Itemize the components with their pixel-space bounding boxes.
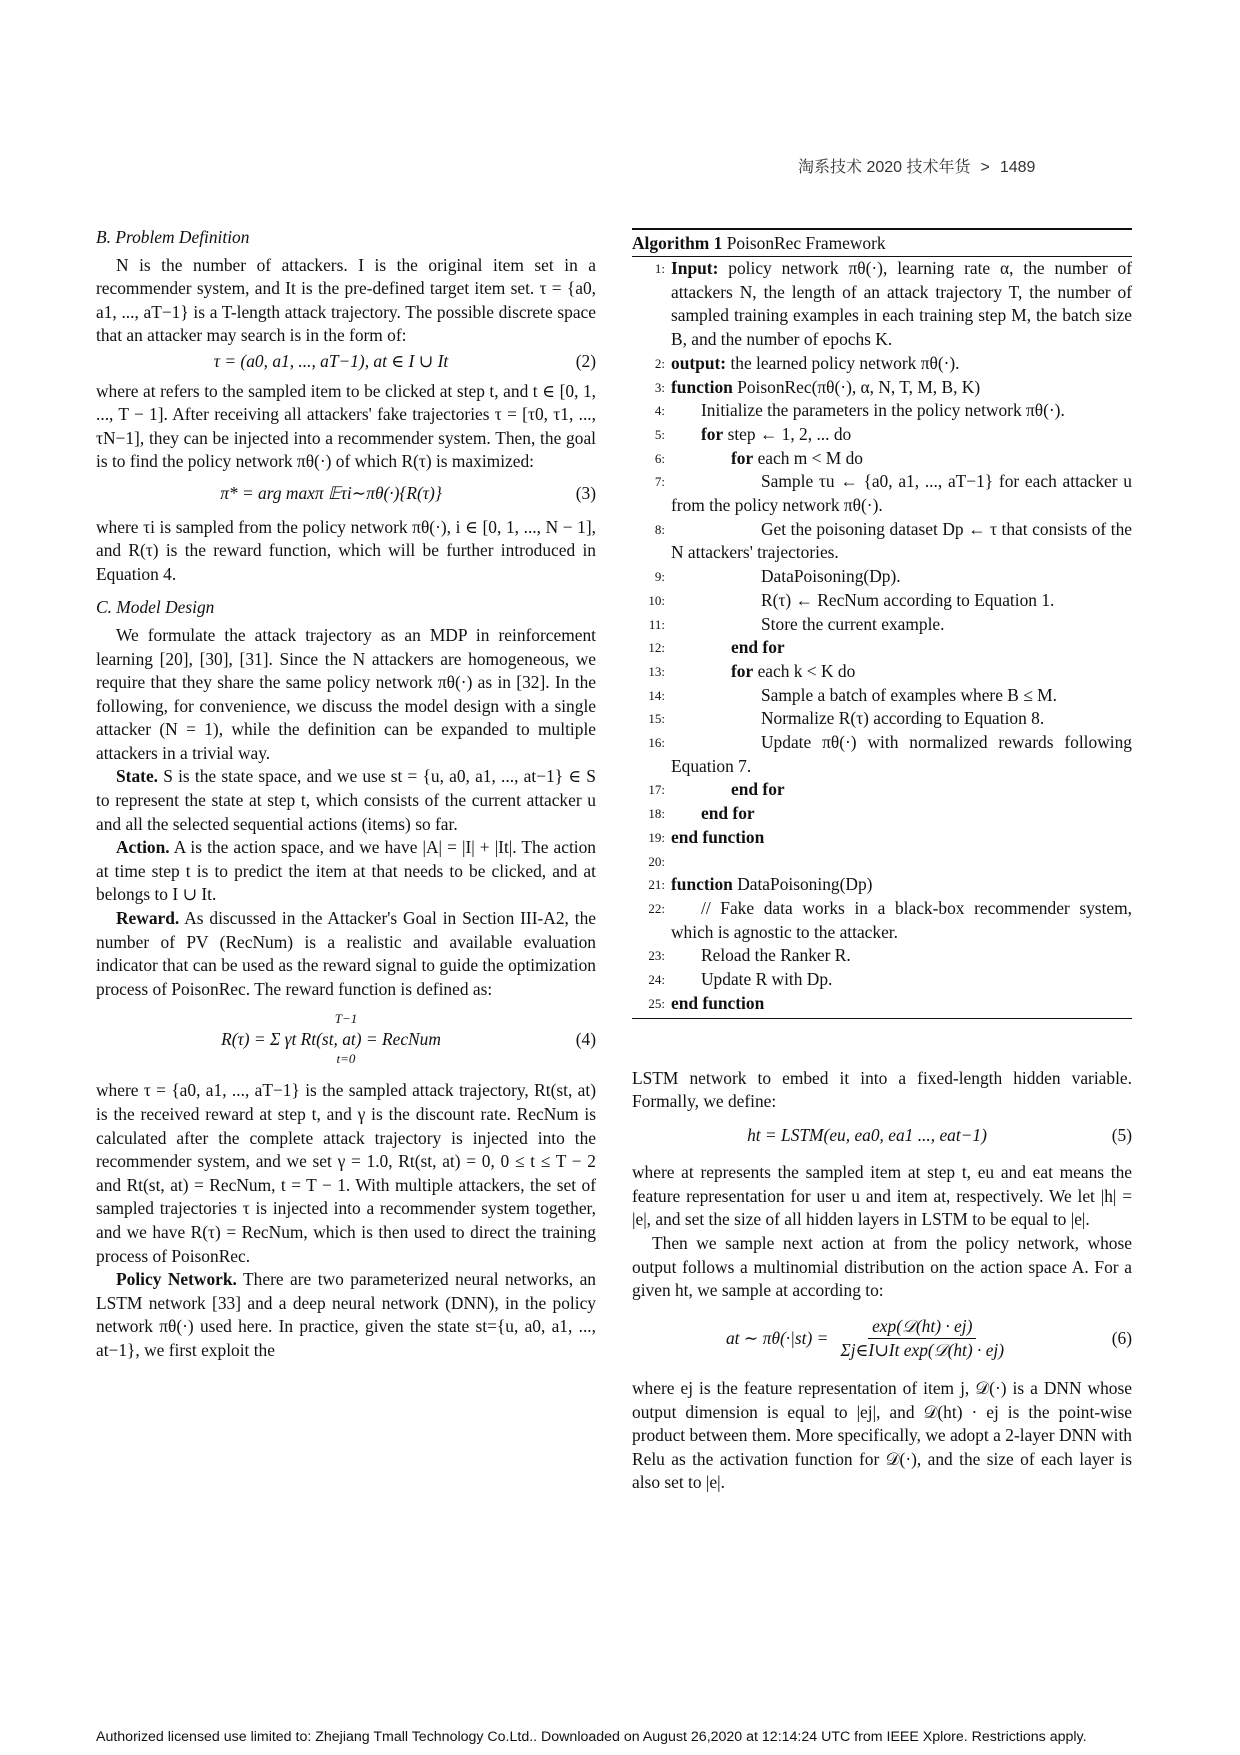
line-number: 23:	[648, 948, 665, 964]
algorithm-line	[632, 826, 1132, 850]
line-text	[671, 802, 1132, 826]
section-b-title: B. Problem Definition	[96, 227, 250, 247]
algorithm-line	[632, 778, 1132, 802]
paragraph: LSTM network to embed it into a fixed-length hidden variable. Formally, we define:	[632, 1067, 1132, 1112]
keyword: for	[701, 423, 724, 444]
statement: Get the poisoning dataset Dp ← τ that consists of the N attackers' trajectories.	[671, 518, 1132, 563]
paragraph-text: A is the action space, and we have |A| = |I| + |It|. The action at time step t is to predict the item at that needs to be clicked, and at belongs to I ∪ It.	[96, 837, 596, 905]
statement: PoisonRec(πθ(·), α, N, T, M, B, K)	[732, 376, 981, 397]
line-text	[671, 660, 1132, 684]
keyword: for	[731, 660, 754, 681]
line-text	[671, 897, 1132, 944]
line-text	[671, 565, 1132, 589]
line-number: 10:	[648, 592, 665, 608]
statement: step ← 1, 2, ... do	[723, 423, 852, 444]
line-text	[671, 944, 1132, 968]
running-header	[798, 154, 1035, 177]
algorithm-line	[632, 565, 1132, 589]
equation-4	[96, 1009, 596, 1069]
paragraph-action	[96, 836, 596, 907]
paragraph: where τi is sampled from the policy network πθ(·), i ∈ [0, 1, ..., N − 1], and R(τ) is the reward function, which will be further introduced in Equation 4.	[96, 516, 596, 584]
line-number: 4:	[654, 403, 665, 419]
line-text	[671, 470, 1132, 517]
keyword: end function	[671, 992, 765, 1013]
equation-lhs: at ∼ πθ(·|st) =	[725, 1328, 829, 1349]
algorithm-line	[632, 660, 1132, 684]
line-number: 18:	[648, 806, 665, 822]
fraction	[836, 1315, 1008, 1363]
equation-body: R(τ) = Σ γt Rt(st, at) = RecNum	[221, 1029, 441, 1050]
equation-number: (4)	[575, 1028, 596, 1049]
fraction-denominator: Σj∈I∪It exp(𝒟(ht) · ej)	[840, 1340, 1005, 1361]
statement: Reload the Ranker R.	[701, 945, 851, 966]
algorithm-line	[632, 423, 1132, 447]
statement: // Fake data works in a black-box recommender system, which is agnostic to the attacker.	[671, 897, 1132, 942]
algorithm-line	[632, 257, 1132, 352]
statement: R(τ) ← RecNum according to Equation 1.	[761, 589, 1055, 610]
algorithm-line	[632, 636, 1132, 660]
algorithm-label: Algorithm 1	[632, 233, 723, 253]
footer-license-notice: Authorized licensed use limited to: Zhejiang Tmall Technology Co.Ltd.. Downloaded on August 26,2020 at 12:14:24 UTC from IEEE Xplore. Restrictions apply.	[96, 1729, 1087, 1745]
algorithm-name: PoisonRec Framework	[726, 233, 886, 253]
line-number: 11:	[648, 616, 665, 632]
equation-6	[632, 1315, 1132, 1363]
paragraph-policy	[96, 1268, 596, 1362]
algorithm-line	[632, 897, 1132, 944]
algorithm-line	[632, 850, 1132, 874]
keyword: end for	[731, 637, 785, 658]
algorithm-line	[632, 352, 1132, 376]
line-number: 9:	[654, 569, 665, 585]
paragraph: where at represents the sampled item at step t, eu and eat means the feature representation for user u and item at, respectively. We let |h| = |e|, and set the size of all hidden layers in LSTM to be equal to |e|.	[632, 1162, 1132, 1230]
line-text	[671, 352, 1132, 376]
algorithm-box	[632, 228, 1132, 1019]
paragraph-text: As discussed in the Attacker's Goal in Section III-A2, the number of PV (RecNum) is a realistic and available evaluation indicator that can be used as the reward signal to guide the optimization process of PoisonRec. The reward function is defined as:	[96, 908, 597, 999]
line-number: 14:	[648, 687, 665, 703]
line-text	[671, 613, 1132, 637]
header-page-number: 1489	[999, 159, 1036, 176]
right-column	[632, 228, 1132, 1495]
algorithm-line	[632, 518, 1132, 565]
line-text	[671, 257, 1132, 352]
fraction-numerator: exp(𝒟(ht) · ej)	[868, 1315, 976, 1340]
paragraph-reward	[96, 907, 596, 1001]
algorithm-line	[632, 944, 1132, 968]
algorithm-line	[632, 684, 1132, 708]
section-c-title: C. Model Design	[96, 597, 215, 618]
line-number: 16:	[648, 735, 665, 751]
equation-5	[632, 1124, 1132, 1148]
statement: Store the current example.	[761, 613, 945, 634]
equation-2	[96, 350, 596, 374]
paragraph-text: S is the state space, and we use st = {u, a0, a1, ..., at−1} ∈ S to represent the state at step t, which consists of the current attacker u and all the selected sequential actions (items) so far.	[96, 766, 596, 834]
left-column	[96, 226, 596, 1363]
keyword: output:	[671, 352, 727, 373]
paragraph-state	[96, 765, 596, 836]
keyword: for	[731, 447, 754, 468]
keyword: end for	[731, 779, 785, 800]
line-text	[671, 873, 1132, 897]
line-number: 25:	[648, 995, 665, 1011]
line-text	[671, 376, 1132, 400]
statement: each m < M do	[753, 447, 863, 468]
line-text	[671, 707, 1132, 731]
equation-number: (5)	[1111, 1124, 1132, 1145]
statement: Initialize the parameters in the policy network πθ(·).	[701, 400, 1065, 421]
algorithm-line	[632, 968, 1132, 992]
line-number: 22:	[648, 900, 665, 916]
line-number: 19:	[648, 829, 665, 845]
algorithm-line	[632, 707, 1132, 731]
algorithm-line	[632, 802, 1132, 826]
line-text	[671, 731, 1132, 778]
run-in-heading: Policy Network.	[116, 1269, 237, 1290]
paragraph: where ej is the feature representation of item j, 𝒟(·) is a DNN whose output dimension is equal to |ej|, and 𝒟(ht) · ej is the point-wise product between them. More specifically, we adopt a 2-layer DNN with Relu as the activation function for 𝒟(·), and the size of each layer is also set to |e|.	[632, 1378, 1132, 1493]
header-separator: >	[980, 159, 990, 176]
keyword: end function	[671, 826, 765, 847]
line-text	[671, 399, 1132, 423]
paragraph: where at refers to the sampled item to be clicked at step t, and t ∈ [0, 1, ..., T − 1]. After receiving all attackers' fake trajectories τ = [τ0, τ1, ..., τN−1], they can be injected into a recommender system. Then, the goal is to find the policy network πθ(·) of which R(τ) is maximized:	[96, 380, 596, 472]
line-text	[671, 447, 1132, 471]
line-number: 6:	[654, 450, 665, 466]
algorithm-line	[632, 731, 1132, 778]
line-number: 7:	[654, 474, 665, 490]
paragraph: We formulate the attack trajectory as an MDP in reinforcement learning [20], [30], [31]. Since the N attackers are homogeneous, we require that they share the same policy network πθ(·) as in [32]. In the following, for convenience, we discuss the model design with a single attacker (N = 1), while the definition can be expanded to multiple attackers in a trivial way.	[96, 624, 596, 763]
line-text	[671, 423, 1132, 447]
line-number: 2:	[654, 355, 665, 371]
line-text	[671, 826, 1132, 850]
statement: Update R with Dp.	[701, 969, 833, 990]
line-number: 12:	[648, 640, 665, 656]
equation-number: (6)	[1111, 1328, 1132, 1349]
line-number: 3:	[654, 379, 665, 395]
line-text	[671, 968, 1132, 992]
line-number: 5:	[654, 426, 665, 442]
paragraph: Then we sample next action at from the policy network, whose output follows a multinomial distribution on the action space A. For a given ht, we sample at according to:	[632, 1233, 1132, 1301]
line-text	[671, 778, 1132, 802]
algorithm-line	[632, 613, 1132, 637]
keyword: function	[671, 376, 733, 397]
keyword: function	[671, 874, 733, 895]
line-number: 1:	[654, 261, 665, 276]
line-number: 21:	[648, 877, 665, 893]
line-text	[671, 636, 1132, 660]
line-number: 13:	[648, 663, 665, 679]
statement: Normalize R(τ) according to Equation 8.	[761, 708, 1045, 729]
line-text	[671, 992, 1132, 1016]
algorithm-title	[632, 230, 1132, 257]
algorithm-line	[632, 399, 1132, 423]
equation-number: (3)	[575, 482, 596, 503]
equation-body: ht = LSTM(eu, ea0, ea1 ..., eat−1)	[747, 1124, 987, 1145]
line-text	[671, 684, 1132, 708]
algorithm-line	[632, 873, 1132, 897]
statement: DataPoisoning(Dp).	[761, 566, 901, 587]
run-in-heading: State.	[116, 766, 159, 787]
statement: Sample τu ← {a0, a1, ..., aT−1} for each attacker u from the policy network πθ(·).	[671, 471, 1132, 516]
line-number: 8:	[654, 521, 665, 537]
sum-lower-limit: t=0	[336, 1051, 356, 1067]
statement: each k < K do	[753, 660, 856, 681]
statement: Sample a batch of examples where B ≤ M.	[761, 684, 1057, 705]
paragraph: where τ = {a0, a1, ..., aT−1} is the sampled attack trajectory, Rt(st, at) is the received reward at step t, and γ is the discount rate. RecNum is calculated after the complete attack trajectory is injected into the recommender system, and we set γ = 1.0, Rt(st, at) = 0, 0 ≤ t ≤ T − 2 and Rt(st, at) = RecNum, t = T − 1. With multiple attackers, the set of sampled trajectories τ is injected into a recommender system together, and we have R(τ) = RecNum, which is then used to direct the training process of PoisonRec.	[96, 1080, 596, 1266]
statement: Update πθ(·) with normalized rewards following Equation 7.	[671, 732, 1132, 776]
keyword: Input:	[671, 258, 719, 278]
algorithm-line	[632, 589, 1132, 613]
algorithm-line	[632, 992, 1132, 1016]
line-number: 15:	[648, 711, 665, 727]
line-number: 17:	[648, 782, 665, 798]
line-text	[671, 518, 1132, 565]
equation-body: τ = (a0, a1, ..., aT−1), at ∈ I ∪ It	[213, 350, 449, 371]
line-text	[671, 589, 1132, 613]
paragraph-text: There are two parameterized neural networks, an LSTM network [33] and a deep neural network (DNN), in the policy network πθ(·) used here. In practice, given the state st={u, a0, a1, ..., at−1}, we first exploit the	[96, 1269, 596, 1360]
algorithm-lines	[632, 257, 1132, 1016]
algorithm-line	[632, 447, 1132, 471]
statement: the learned policy network πθ(·).	[726, 352, 960, 373]
run-in-heading: Action.	[116, 837, 170, 858]
statement: policy network πθ(·), learning rate α, the number of attackers N, the length of an attack trajectory T, the number of sampled training examples in each training step M, the batch size B, and the number of epochs K.	[671, 258, 1132, 350]
header-source: 淘系技术 2020 技术年货	[798, 159, 971, 176]
sum-upper-limit: T−1	[334, 1011, 358, 1027]
paragraph: N is the number of attackers. I is the original item set in a recommender system, and It is the pre-defined target item set. τ = {a0, a1, ..., aT−1} is a T-length attack trajectory. The possible discrete space that an attacker may search is in the form of:	[96, 254, 596, 346]
line-number: 24:	[648, 972, 665, 988]
equation-body: π* = arg maxπ 𝔼τi∼πθ(·){R(τ)}	[220, 482, 442, 503]
equation-3	[96, 482, 596, 506]
keyword: end for	[701, 803, 755, 824]
line-number: 20:	[648, 853, 665, 869]
line-text	[671, 850, 1132, 874]
run-in-heading: Reward.	[116, 908, 180, 929]
equation-number: (2)	[575, 350, 596, 371]
algorithm-line	[632, 376, 1132, 400]
statement: DataPoisoning(Dp)	[732, 874, 873, 895]
algorithm-line	[632, 470, 1132, 517]
